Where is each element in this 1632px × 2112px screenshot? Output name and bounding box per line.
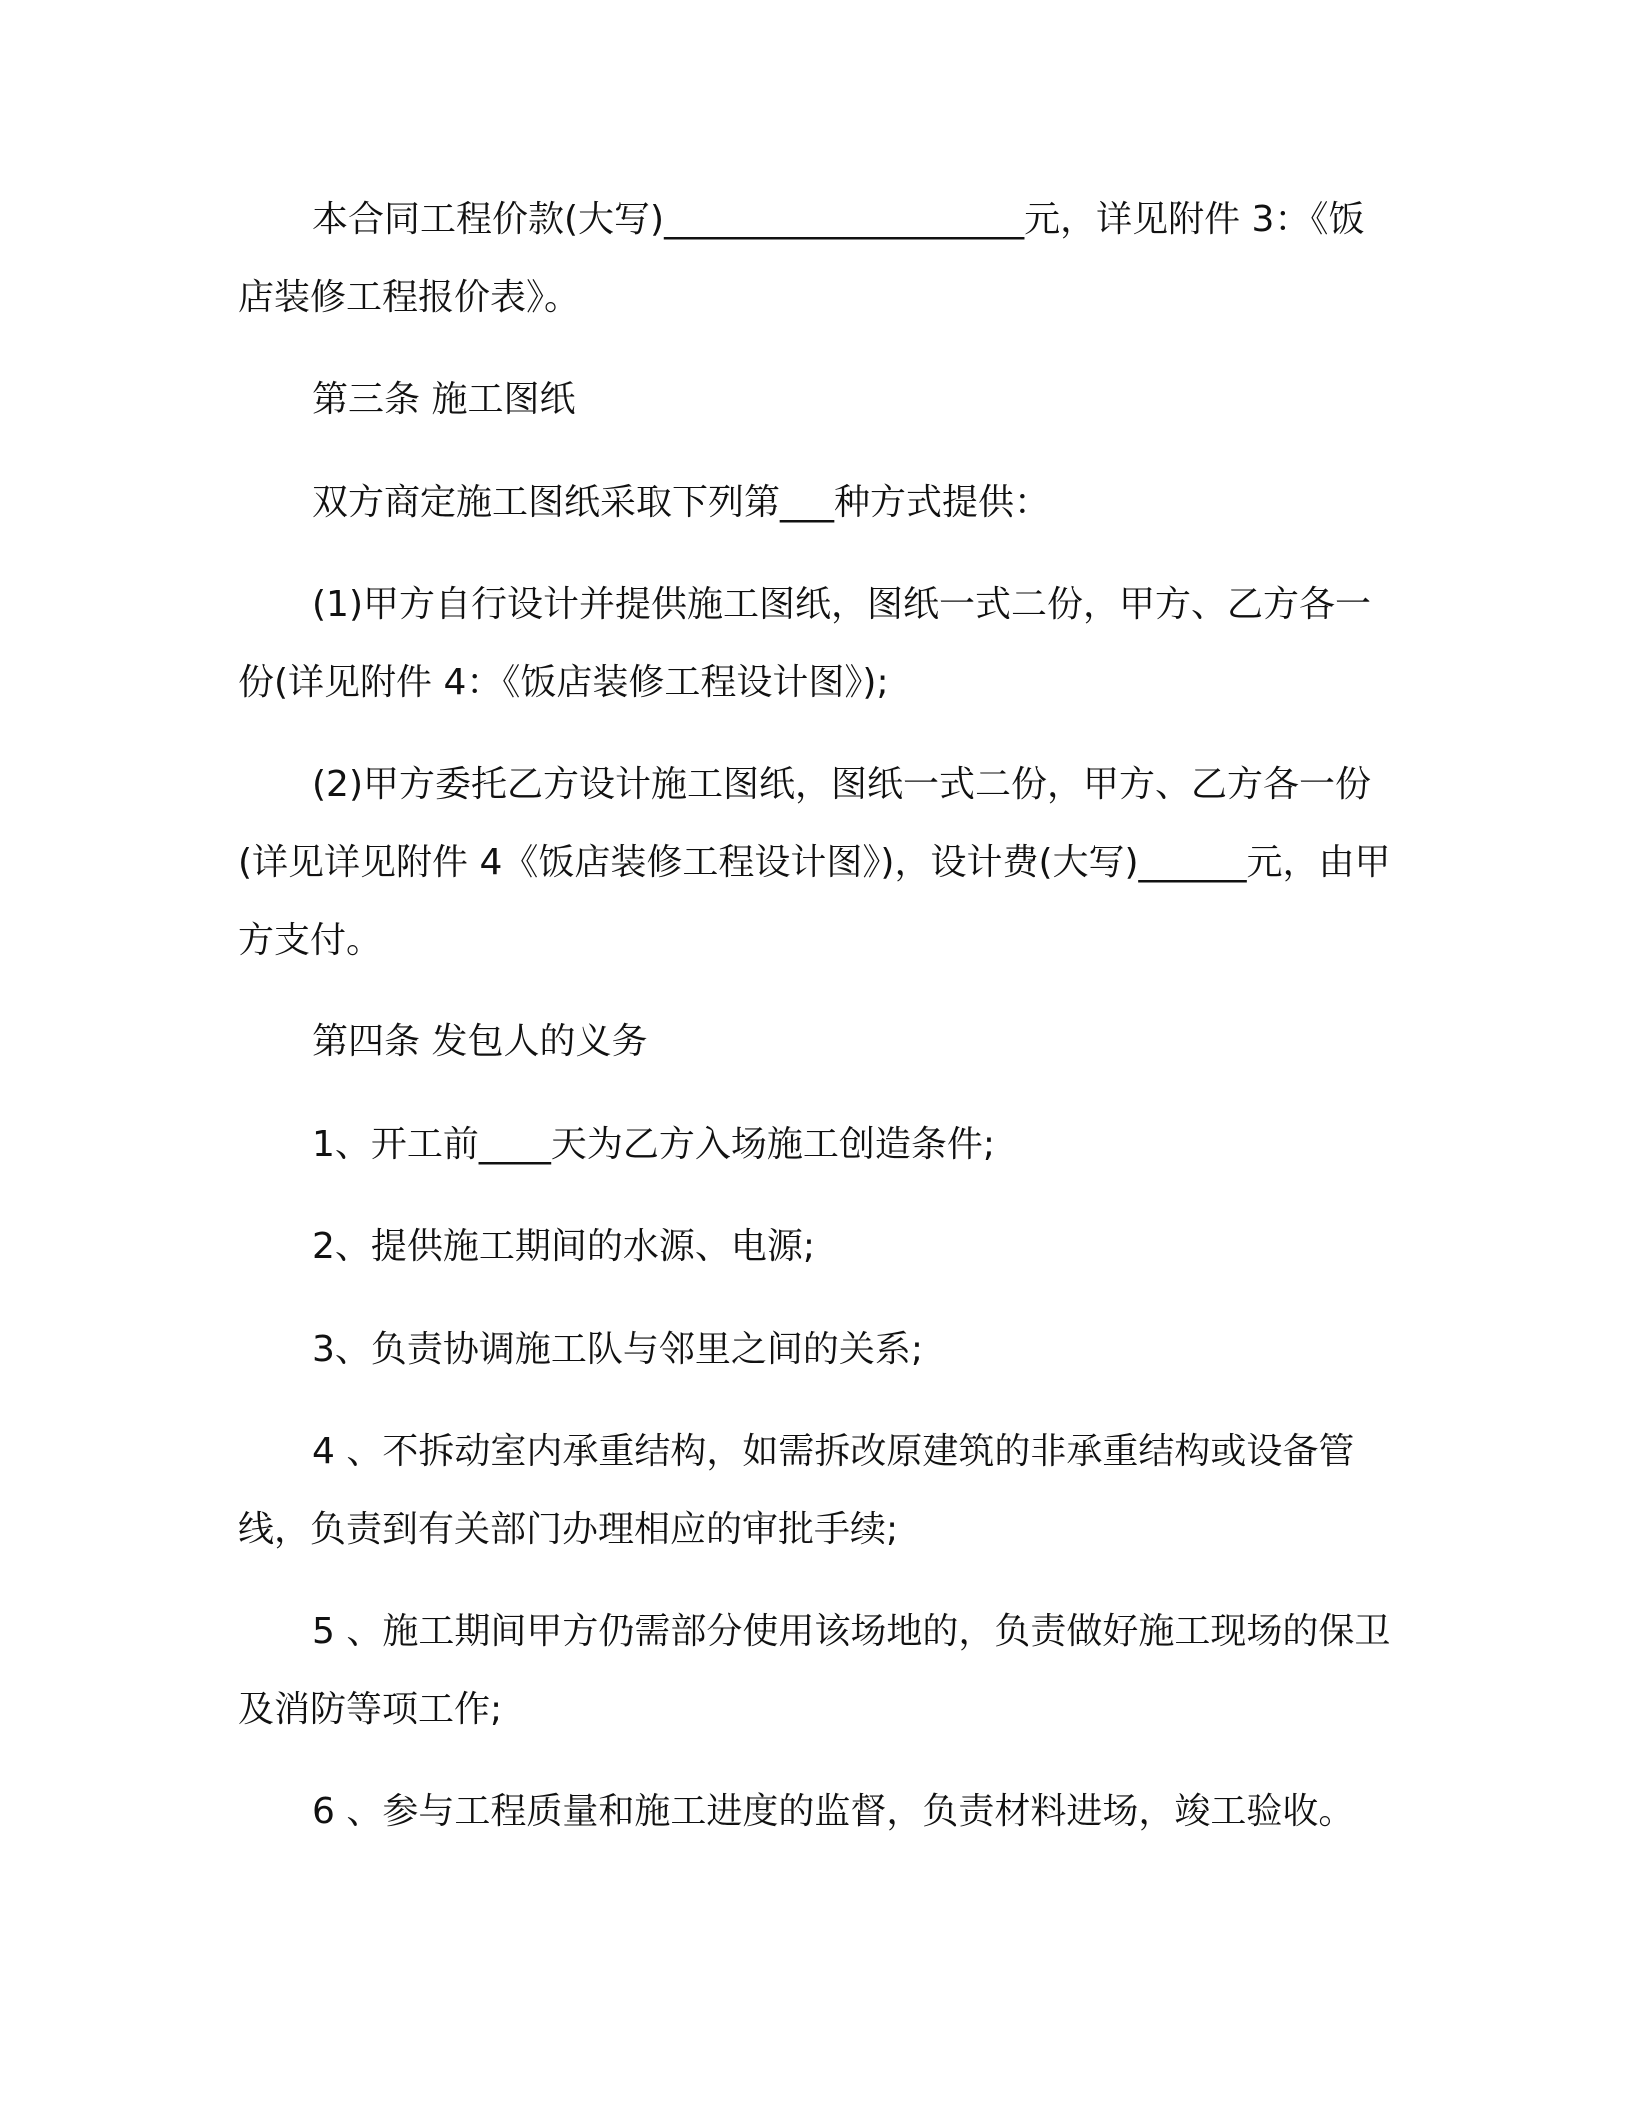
heading-article-4: 第四条 发包人的义务 <box>312 1021 648 1062</box>
list-item-4: 4 、不拆动室内承重结构，如需拆改原建筑的非承重结构或设备管线，负责到有关部门办理相应的审批手续; <box>238 1431 1355 1550</box>
list-item-2: 2、提供施工期间的水源、电源; <box>312 1226 816 1267</box>
paragraph-option-1: (1)甲方自行设计并提供施工图纸，图纸一式二份，甲方、乙方各一份(详见附件 4：《饭店装修工程设计图》); <box>238 584 1371 703</box>
list-item-3: 3、负责协调施工队与邻里之间的关系; <box>312 1329 924 1370</box>
list-item-5: 5 、施工期间甲方仍需部分使用该场地的，负责做好施工现场的保卫及消防等项工作; <box>238 1611 1391 1730</box>
paragraph-contract-price: 本合同工程价款(大写)____________________元，详见附件 3：《饭店装修工程报价表》。 <box>238 199 1365 318</box>
paragraph-drawing-method: 双方商定施工图纸采取下列第___种方式提供： <box>312 482 1051 523</box>
paragraph-option-2: (2)甲方委托乙方设计施工图纸，图纸一式二份，甲方、乙方各一份(详见详见附件 4《饭店装修工程设计图》)，设计费(大写)______元，由甲方支付。 <box>238 764 1391 961</box>
list-item-6: 6 、参与工程质量和施工进度的监督，负责材料进场，竣工验收。 <box>312 1791 1355 1832</box>
list-item-1: 1、开工前____天为乙方入场施工创造条件; <box>312 1124 996 1165</box>
heading-article-3: 第三条 施工图纸 <box>312 379 576 420</box>
